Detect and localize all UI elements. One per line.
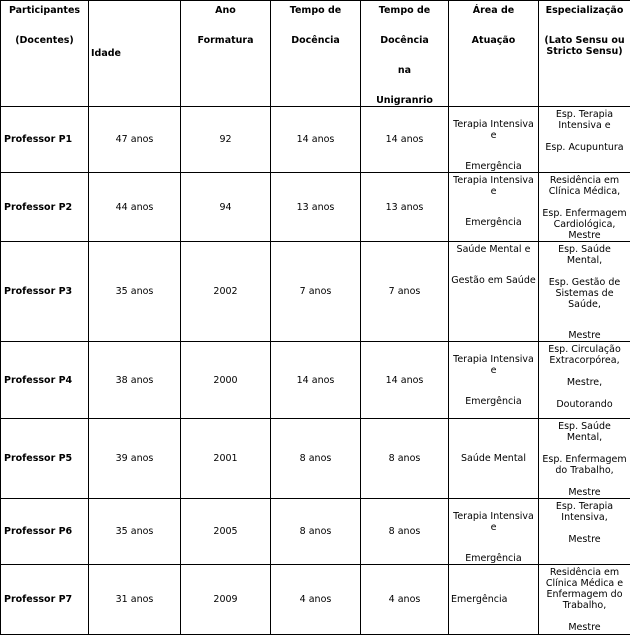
esp-line: Esp. Acupuntura	[541, 142, 628, 153]
header-tempo-uni-line1: Tempo de	[363, 5, 446, 16]
esp-line: Intensiva e	[541, 120, 628, 131]
idade-cell: 38 anos	[89, 342, 181, 419]
esp-line: Residência em	[541, 175, 628, 186]
area-cell	[449, 242, 539, 342]
table-row	[1, 242, 630, 342]
esp-line: Mestre	[541, 330, 628, 341]
header-tempo	[271, 1, 361, 107]
esp-line: do Trabalho,	[541, 465, 628, 476]
ano-cell: 2001	[181, 419, 271, 499]
table-row	[1, 499, 630, 565]
area-line: Terapia Intensiva e	[451, 119, 536, 141]
esp-cell	[539, 499, 630, 565]
esp-cell	[539, 419, 630, 499]
header-esp-line2: (Lato Sensu ou	[541, 35, 628, 46]
header-tempo-uni-line4: Unigranrio	[363, 95, 446, 106]
area-line: Terapia Intensiva e	[451, 354, 536, 376]
area-line: Emergência	[451, 161, 536, 172]
participant-name: Professor P5	[1, 419, 89, 499]
esp-line: Sistemas de Saúde,	[541, 288, 628, 310]
table-row	[1, 565, 630, 635]
esp-line: Extracorpórea,	[541, 355, 628, 366]
esp-line: Trabalho,	[541, 600, 628, 611]
table-row	[1, 107, 630, 173]
idade-cell: 39 anos	[89, 419, 181, 499]
area-cell	[449, 173, 539, 242]
tempo-cell: 8 anos	[271, 499, 361, 565]
esp-line: Mestre	[541, 487, 628, 498]
table-row	[1, 342, 630, 419]
idade-cell: 35 anos	[89, 499, 181, 565]
esp-line: Esp. Saúde Mental,	[541, 421, 628, 443]
esp-cell	[539, 173, 630, 242]
esp-line: Clínica Médica e	[541, 578, 628, 589]
ano-cell: 2009	[181, 565, 271, 635]
participant-name: Professor P4	[1, 342, 89, 419]
esp-line: Esp. Circulação	[541, 344, 628, 355]
esp-cell	[539, 107, 630, 173]
area-cell	[449, 342, 539, 419]
participant-name: Professor P6	[1, 499, 89, 565]
header-idade-label: Idade	[91, 48, 121, 59]
ano-cell: 2000	[181, 342, 271, 419]
participant-name: Professor P2	[1, 173, 89, 242]
tempo-uni-cell: 13 anos	[361, 173, 449, 242]
idade-cell: 44 anos	[89, 173, 181, 242]
header-ano-line1: Ano	[183, 5, 268, 16]
header-tempo-line1: Tempo de	[273, 5, 358, 16]
esp-line: Intensiva,	[541, 512, 628, 523]
header-ano	[181, 1, 271, 107]
header-area	[449, 1, 539, 107]
header-tempo-line2: Docência	[273, 35, 358, 46]
tempo-cell: 14 anos	[271, 342, 361, 419]
tempo-uni-cell: 8 anos	[361, 499, 449, 565]
participant-name: Professor P7	[1, 565, 89, 635]
participant-name: Professor P3	[1, 242, 89, 342]
esp-line: Mestre,	[541, 377, 628, 388]
area-line: Terapia Intensiva e	[451, 511, 536, 533]
header-tempo-uni-line2: Docência	[363, 35, 446, 46]
tempo-cell: 13 anos	[271, 173, 361, 242]
esp-cell	[539, 565, 630, 635]
esp-line: Doutorando	[541, 399, 628, 410]
header-participantes-line1: Participantes	[3, 5, 86, 16]
area-line: Terapia Intensiva e	[451, 175, 536, 197]
ano-cell: 2002	[181, 242, 271, 342]
esp-line: Esp. Gestão de	[541, 277, 628, 288]
header-idade	[89, 1, 181, 107]
header-area-line2: Atuação	[451, 35, 536, 46]
esp-line: Mestre	[541, 230, 628, 241]
participant-name: Professor P1	[1, 107, 89, 173]
header-especializacao	[539, 1, 630, 107]
idade-cell: 35 anos	[89, 242, 181, 342]
esp-line: Esp. Terapia	[541, 109, 628, 120]
tempo-cell: 7 anos	[271, 242, 361, 342]
tempo-cell: 4 anos	[271, 565, 361, 635]
header-esp-line3: Stricto Sensu)	[541, 46, 628, 57]
area-cell: Saúde Mental	[449, 419, 539, 499]
header-row	[1, 1, 630, 107]
tempo-cell: 14 anos	[271, 107, 361, 173]
header-participantes	[1, 1, 89, 107]
header-participantes-line2: (Docentes)	[3, 35, 86, 46]
area-line: Emergência	[451, 396, 536, 407]
area-cell: Emergência	[449, 565, 539, 635]
esp-line: Cardiológica,	[541, 219, 628, 230]
area-line: Emergência	[451, 217, 536, 228]
tempo-uni-cell: 7 anos	[361, 242, 449, 342]
area-cell	[449, 499, 539, 565]
area-line: Gestão em Saúde	[451, 275, 536, 286]
area-cell	[449, 107, 539, 173]
esp-line: Esp. Enfermagem	[541, 208, 628, 219]
header-esp-line1: Especialização	[541, 5, 628, 16]
table-row	[1, 419, 630, 499]
tempo-uni-cell: 8 anos	[361, 419, 449, 499]
ano-cell: 2005	[181, 499, 271, 565]
esp-cell	[539, 342, 630, 419]
header-ano-line2: Formatura	[183, 35, 268, 46]
esp-line: Esp. Terapia	[541, 501, 628, 512]
esp-line: Mestre	[541, 534, 628, 545]
esp-line: Clínica Médica,	[541, 186, 628, 197]
ano-cell: 94	[181, 173, 271, 242]
esp-line: Residência em	[541, 567, 628, 578]
esp-cell	[539, 242, 630, 342]
ano-cell: 92	[181, 107, 271, 173]
tempo-cell: 8 anos	[271, 419, 361, 499]
esp-line: Esp. Saúde Mental,	[541, 244, 628, 266]
area-line: Saúde Mental e	[451, 244, 536, 255]
idade-cell: 47 anos	[89, 107, 181, 173]
header-area-line1: Área de	[451, 5, 536, 16]
esp-line: Esp. Enfermagem	[541, 454, 628, 465]
esp-line: Mestre	[541, 622, 628, 633]
header-tempo-unigranrio	[361, 1, 449, 107]
tempo-uni-cell: 4 anos	[361, 565, 449, 635]
idade-cell: 31 anos	[89, 565, 181, 635]
table-row	[1, 173, 630, 242]
tempo-uni-cell: 14 anos	[361, 107, 449, 173]
area-line: Emergência	[451, 553, 536, 564]
header-tempo-uni-line3: na	[363, 65, 446, 76]
esp-line: Enfermagem do	[541, 589, 628, 600]
tempo-uni-cell: 14 anos	[361, 342, 449, 419]
